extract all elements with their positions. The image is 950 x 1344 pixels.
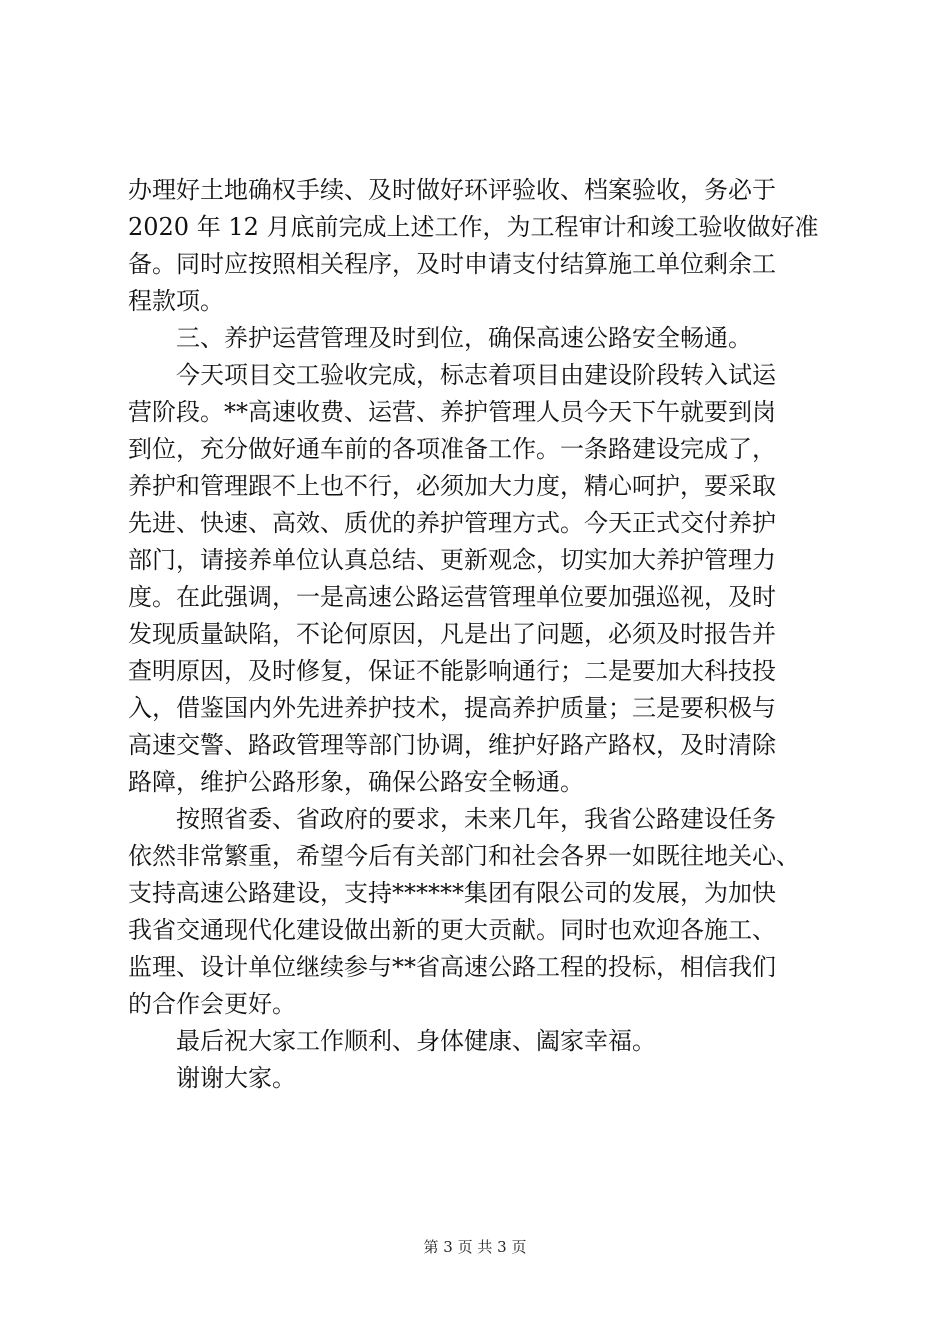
text-line: 谢谢大家。: [176, 1064, 296, 1092]
text-line: 监理、设计单位继续参与**省高速公路工程的投标，相信我们: [128, 953, 776, 981]
page-footer: [0, 1237, 950, 1257]
text-line: 今天项目交工验收完成，标志着项目由建设阶段转入试运: [176, 361, 776, 389]
page-number: 第 3 页 共 3 页: [423, 1238, 527, 1256]
text-line: 入，借鉴国内外先进养护技术，提高养护质量；三是要积极与: [128, 694, 776, 722]
text-line: 部门，请接养单位认真总结、更新观念，切实加大养护管理力: [128, 546, 776, 574]
section-heading: 三、养护运营管理及时到位，确保高速公路安全畅通。: [176, 324, 752, 352]
text-line: 先进、快速、高效、质优的养护管理方式。今天正式交付养护: [128, 509, 776, 537]
text-line: 到位，充分做好通车前的各项准备工作。一条路建设完成了，: [128, 435, 776, 463]
text-line: 办理好土地确权手续、及时做好环评验收、档案验收，务必于: [128, 176, 776, 204]
text-line: 我省交通现代化建设做出新的更大贡献。同时也欢迎各施工、: [128, 916, 776, 944]
text-line: 程款项。: [128, 287, 224, 315]
text-line: 路障，维护公路形象，确保公路安全畅通。: [128, 768, 584, 796]
text-line: 高速交警、路政管理等部门协调，维护好路产路权，及时清除: [128, 731, 776, 759]
text-line: 依然非常繁重，希望今后有关部门和社会各界一如既往地关心、: [128, 842, 800, 870]
text-line: 支持高速公路建设，支持******集团有限公司的发展，为加快: [128, 879, 776, 907]
document-body: [128, 172, 828, 1097]
text-line: 的合作会更好。: [128, 990, 296, 1018]
text-line: 发现质量缺陷，不论何原因，凡是出了问题，必须及时报告并: [128, 620, 776, 648]
text-line: 营阶段。**高速收费、运营、养护管理人员今天下午就要到岗: [128, 398, 776, 426]
text-line: 备。同时应按照相关程序，及时申请支付结算施工单位剩余工: [128, 250, 776, 278]
text-line: 养护和管理跟不上也不行，必须加大力度，精心呵护，要采取: [128, 472, 776, 500]
text-line: 查明原因，及时修复，保证不能影响通行；二是要加大科技投: [128, 657, 776, 685]
text-line: 最后祝大家工作顺利、身体健康、阖家幸福。: [176, 1027, 656, 1055]
text-line: 按照省委、省政府的要求，未来几年，我省公路建设任务: [176, 805, 776, 833]
text-line: 度。在此强调，一是高速公路运营管理单位要加强巡视，及时: [128, 583, 776, 611]
text-line: 2020 年 12 月底前完成上述工作，为工程审计和竣工验收做好准: [128, 213, 819, 241]
